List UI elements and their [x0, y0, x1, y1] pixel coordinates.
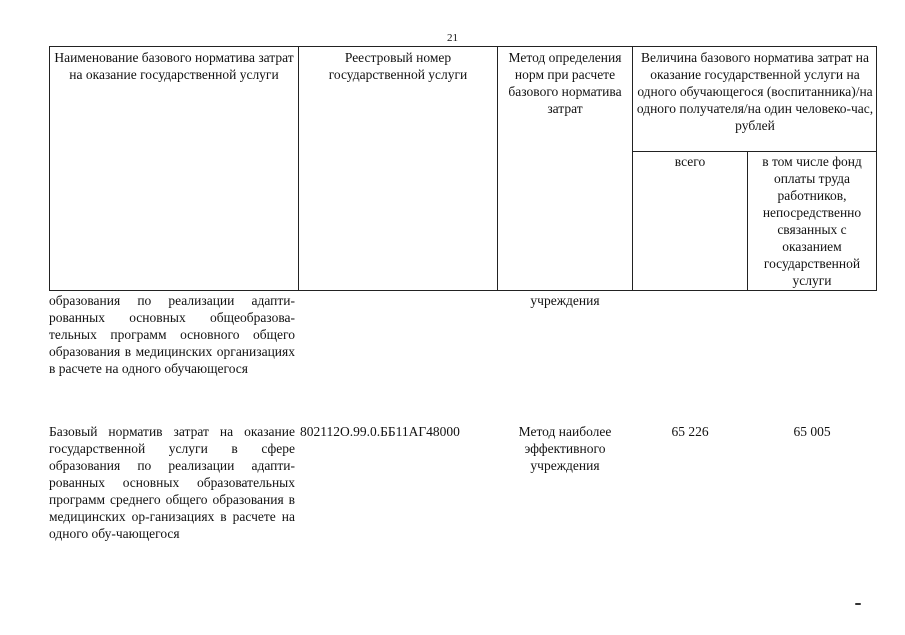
table-divider-4	[747, 151, 748, 291]
table-divider-2	[497, 46, 498, 291]
header-total: всего	[674, 154, 706, 169]
row-payroll: 65 005	[793, 424, 831, 439]
header-value-group: Величина базового норматива затрат на оказание государственной услуги на одного обучающегося (воспитанника)/на одного получателя/на один человеко-час, рублей	[636, 50, 874, 133]
row-method: учреждения	[530, 293, 600, 308]
row-name: образования по реализации адапти-рованных основных общеобразова-тельных программ основного общего образования в медицинских организациях в расчете на одного обучающегося	[49, 293, 295, 376]
table-border-right	[876, 46, 877, 291]
table-border-top	[49, 46, 877, 47]
table-border-left	[49, 46, 50, 291]
scan-artifact	[855, 603, 861, 605]
row-registry: 802112О.99.0.ББ11АГ48000	[300, 424, 460, 439]
table-divider-3	[632, 46, 633, 291]
row-total: 65 226	[671, 424, 709, 439]
header-payroll: в том числе фонд оплаты труда работников, непосредственно связанных с оказанием государственной услуги	[762, 154, 862, 288]
page-number: 21	[447, 32, 458, 44]
table-header	[0, 0, 905, 300]
row-method: Метод наиболее эффективного учреждения	[518, 424, 612, 473]
table-divider-1	[298, 46, 299, 291]
header-name: Наименование базового норматива затрат на оказание государственной услуги	[54, 50, 294, 82]
header-method: Метод определения норм при расчете базового норматива затрат	[508, 50, 622, 116]
row-name: Базовый норматив затрат на оказание государственной услуги в сфере образования по реализации адапти-рованных основных образовательных программ среднего общего образования в медицинских ор-ганизациях в расчете на одного обу-чающегося	[49, 424, 295, 541]
header-registry: Реестровый номер государственной услуги	[328, 50, 468, 82]
subheader-line	[632, 151, 877, 152]
table-header-bottom	[49, 290, 877, 291]
